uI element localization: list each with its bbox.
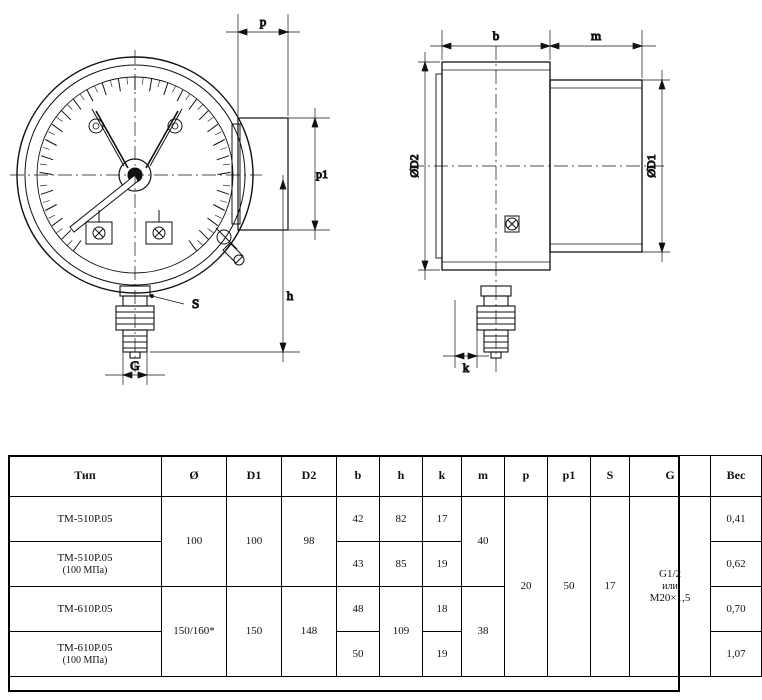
- cell-weight: 0,62: [711, 542, 762, 587]
- col-header-b: b: [337, 456, 380, 497]
- dim-D1-label: ØD1: [644, 154, 658, 178]
- cell-type: [9, 497, 162, 542]
- cell-g: [630, 497, 711, 677]
- cell-type: [9, 632, 162, 677]
- col-header-g: G: [630, 456, 711, 497]
- col-header-d2: D2: [282, 456, 337, 497]
- cell-d1: 100: [227, 497, 282, 587]
- cell-type: [9, 542, 162, 587]
- cell-m: 38: [462, 587, 505, 677]
- cell-b: 50: [337, 632, 380, 677]
- type-name: ТМ-610Р.05: [57, 602, 113, 615]
- col-header-d1: D1: [227, 456, 282, 497]
- cell-weight: 0,41: [711, 497, 762, 542]
- cell-d1: 150: [227, 587, 282, 677]
- col-header-p1: p1: [548, 456, 591, 497]
- cell-m: 40: [462, 497, 505, 587]
- cell-d: 100: [162, 497, 227, 587]
- col-header-weight: Вес: [711, 456, 762, 497]
- table-row: [9, 497, 762, 542]
- dim-S-label: S: [192, 296, 200, 311]
- cell-k: 18: [423, 587, 462, 632]
- cell-d: 150/160*: [162, 587, 227, 677]
- col-header-p: p: [505, 456, 548, 497]
- table-header-row: [9, 456, 762, 497]
- dim-G-label: G: [130, 358, 140, 373]
- dim-D2-label: ØD2: [407, 154, 421, 178]
- type-name: ТМ-510Р.05: [57, 551, 113, 564]
- cell-b: 43: [337, 542, 380, 587]
- cell-d2: 98: [282, 497, 337, 587]
- col-header-m: m: [462, 456, 505, 497]
- cell-k: 19: [423, 542, 462, 587]
- type-note: (100 МПа): [62, 564, 108, 576]
- dim-k-label: k: [462, 360, 470, 375]
- spec-table-wrapper: [8, 455, 746, 677]
- dim-h-label: h: [286, 288, 294, 303]
- col-header-h: h: [380, 456, 423, 497]
- cell-s: 17: [591, 497, 630, 677]
- type-name: ТМ-610Р.05: [57, 641, 113, 654]
- spec-table: [8, 455, 762, 677]
- g-or: или: [662, 580, 678, 592]
- col-header-k: k: [423, 456, 462, 497]
- cell-weight: 1,07: [711, 632, 762, 677]
- col-header-d: Ø: [162, 456, 227, 497]
- col-header-type: Тип: [9, 456, 162, 497]
- cell-h: 109: [380, 587, 423, 677]
- type-note: (100 МПа): [62, 654, 108, 666]
- cell-k: 19: [423, 632, 462, 677]
- cell-b: 48: [337, 587, 380, 632]
- g-value: G1/2: [659, 568, 681, 581]
- cell-k: 17: [423, 497, 462, 542]
- cell-p1: 50: [548, 497, 591, 677]
- cell-b: 42: [337, 497, 380, 542]
- cell-p: 20: [505, 497, 548, 677]
- cell-type: [9, 587, 162, 632]
- cell-h: 85: [380, 542, 423, 587]
- dim-b-label: b: [492, 28, 500, 43]
- cell-d2: 148: [282, 587, 337, 677]
- dim-p1-label: p1: [316, 167, 328, 181]
- g-alt-value: М20×1,5: [649, 592, 691, 605]
- col-header-s: S: [591, 456, 630, 497]
- type-name: ТМ-510Р.05: [57, 512, 113, 525]
- dim-p-label: p: [259, 14, 267, 29]
- dim-m-label: m: [590, 28, 602, 43]
- cell-h: 82: [380, 497, 423, 542]
- cell-weight: 0,70: [711, 587, 762, 632]
